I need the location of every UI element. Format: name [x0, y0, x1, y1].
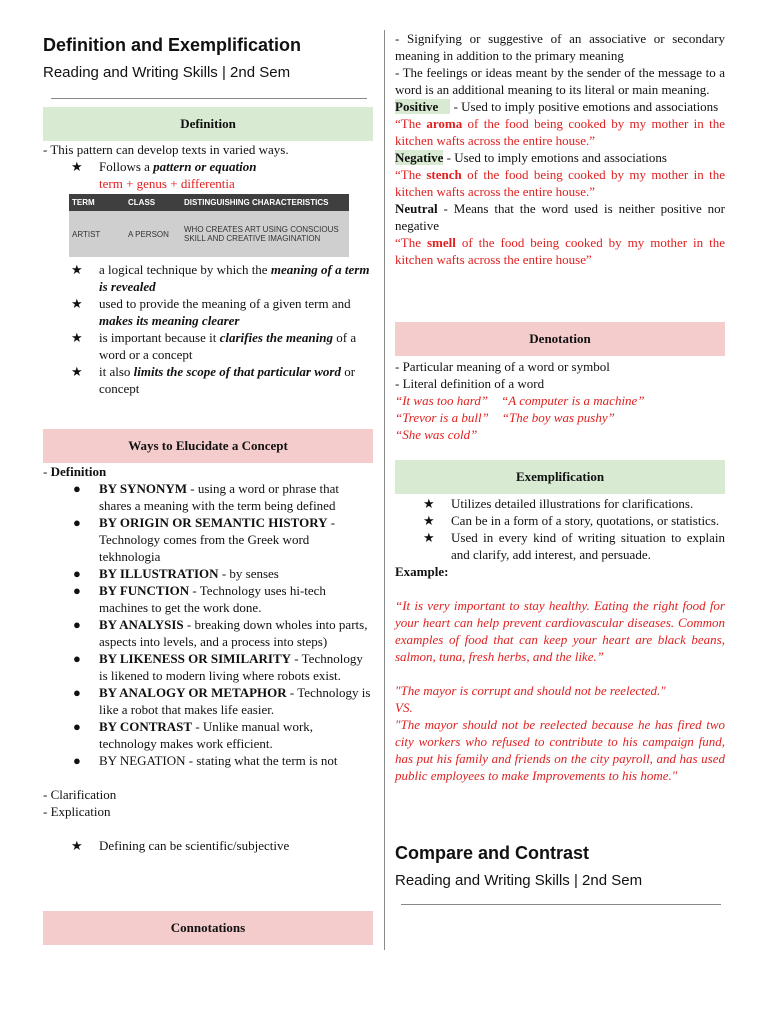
list-item: ★ Defining can be scientific/subjective [43, 837, 373, 854]
bullet-icon: ● [73, 481, 81, 496]
list-item: ● BY ILLUSTRATION - by senses [43, 565, 373, 582]
list-item: ★ a logical technique by which the meaning of a term is revealed [43, 261, 373, 295]
negative-label: Negative [395, 150, 444, 165]
positive-label: Positive [395, 99, 450, 114]
denotation-example: “A computer is a machine” [501, 393, 645, 408]
ways-definition-label: Definition [50, 464, 107, 479]
star-icon: ★ [71, 838, 83, 853]
neutral-example: “The smell of the food being cooked by my mother in the kitchen wafts across the entire house” [395, 235, 726, 267]
connotations-section: - Signifying or suggestive of an associative or secondary meaning in addition to the primary meaning - The feelings or ideas meant by the sender of the message to a word is an additional meaning to its literal or main meaning. Positive - Used to imply positive emotions and associations “The aroma of the food being cooked by my mother in the kitchen wafts across the entire house.” Negative - Used to imply emotions and associations “The stench of the food being cooked by my mother in the kitchen wafts across the entire house.” Neutral - Means that the word used is neither positive nor negative “The smell of the food being cooked by my mother in the kitchen wafts across the entire house” [395, 31, 726, 267]
bullet-icon: ● [73, 515, 81, 530]
list-item: ● BY NEGATION - stating what the term is not [43, 752, 373, 769]
bullet-icon: ● [73, 685, 81, 700]
connotations-heading: Connotations [43, 911, 373, 945]
example-label: Example: [395, 564, 449, 579]
star-icon: ★ [71, 364, 83, 379]
star-icon: ★ [71, 159, 83, 174]
ways-section: - Definition ● BY SYNONYM - using a word or phrase that shares a meaning with the term being defined ● BY ORIGIN OR SEMANTIC HISTORY - Technology comes from the Greek word tekhnologia ● BY ILLUSTRATION - by senses ● BY FUNCTION - Technology uses hi-tech machines to get the work done. ● BY ANALYSIS - breaking down wholes into parts, aspects into levels, and a process into steps) ● BY LIKENESS OR SIMILARITY - Technology is likened to modern living where robots exist. ● BY ANALOGY OR METAPHOR - Technology is like a robot that makes life easier. ● BY CONTRAST - Unlike manual work, technology makes work efficient. ● BY NEGATION - stating what the term is not - Clarification - Explication ★ Defining can be scientific/subjective [43, 463, 373, 854]
denotation-example: “It was too hard” [395, 393, 489, 408]
next-section-subtitle: Reading and Writing Skills | 2nd Sem [395, 872, 643, 889]
connotation-line: - Signifying or suggestive of an associative or secondary meaning in addition to the primary meaning [395, 31, 725, 63]
list-item: ★ is important because it clarifies the meaning of a word or a concept [43, 329, 373, 363]
definition-intro: - This pattern can develop texts in varied ways. [43, 142, 289, 157]
list-item: ● BY ORIGIN OR SEMANTIC HISTORY - Technology comes from the Greek word tekhnologia [43, 514, 373, 565]
clarification: - Clarification [43, 787, 117, 802]
bullet-icon: ● [73, 719, 81, 734]
exemplification-heading: Exemplification [395, 460, 725, 494]
column-divider [384, 30, 385, 950]
next-section-title: Compare and Contrast [395, 843, 590, 863]
list-item: ★ used to provide the meaning of a given term and makes its meaning clearer [43, 295, 373, 329]
denotation-example: “Trevor is a bull” [395, 410, 489, 425]
list-item: ● BY FUNCTION - Technology uses hi-tech machines to get the work done. [43, 582, 373, 616]
denotation-line: - Literal definition of a word [395, 376, 545, 391]
exemplification-section [395, 495, 725, 784]
denotation-heading: Denotation [395, 322, 725, 356]
explication: - Explication [43, 804, 111, 819]
denotation-section [395, 358, 725, 443]
definition-heading: Definition [43, 107, 373, 141]
definition-table: TERM CLASS DISTINGUISHING CHARACTERISTICS ARTIST A PERSON WHO CREATES ART USING CONSCIOUS SKILL AND CREATIVE IMAGINATION [69, 194, 349, 257]
list-item: ● BY ANALYSIS - breaking down wholes into parts, aspects into levels, and a process into steps) [43, 616, 373, 650]
denotation-example: “The boy was pushy” [501, 410, 615, 425]
neutral-label: Neutral [395, 201, 438, 216]
ways-heading: Ways to Elucidate a Concept [43, 429, 373, 463]
negative-example: “The stench of the food being cooked by my mother in the kitchen wafts across the entire house.” [395, 167, 726, 199]
positive-example: “The aroma of the food being cooked by my mother in the kitchen wafts across the entire house.” [395, 116, 726, 148]
list-item: ● BY SYNONYM - using a word or phrase that shares a meaning with the term being defined [43, 480, 373, 514]
versus-label: VS. [395, 700, 413, 715]
page-subtitle: Reading and Writing Skills | 2nd Sem [43, 64, 291, 81]
star-icon: ★ [71, 330, 83, 345]
connotation-line: - The feelings or ideas meant by the sender of the message to a word is an additional meaning to its literal or main meaning. [395, 65, 725, 97]
page-title: Definition and Exemplification [43, 35, 302, 55]
star-icon: ★ [71, 296, 83, 311]
bullet-icon: ● [73, 617, 81, 632]
example-quote: “It is very important to stay healthy. Eating the right food for your heart can help prevent cardiovascular diseases. Common examples of food that can keep your heart are black beans, salmon, tuna, fresh herbs, and the like.” [395, 598, 725, 664]
star-icon: ★ [423, 513, 435, 528]
title-rule [51, 98, 367, 99]
list-item: ★ Used in every kind of writing situation to explain and clarify, add interest, and persuade. [395, 529, 725, 563]
example-quote: "The mayor should not be reelected because he has fired two city workers who refused to contribute to his campaign fund, has put his family and friends on the city payroll, and has used public employees to make Improvements to his home." [395, 717, 725, 783]
star-icon: ★ [71, 262, 83, 277]
list-item: ● BY LIKENESS OR SIMILARITY - Technology is likened to modern living where robots exist. [43, 650, 373, 684]
bullet-icon: ● [73, 583, 81, 598]
list-item: ★ Can be in a form of a story, quotations, or statistics. [395, 512, 725, 529]
list-item: ● BY ANALOGY OR METAPHOR - Technology is like a robot that makes life easier. [43, 684, 373, 718]
denotation-line: - Particular meaning of a word or symbol [395, 359, 610, 374]
star-icon: ★ [423, 530, 435, 545]
list-item: ★ Utilizes detailed illustrations for clarifications. [395, 495, 725, 512]
definition-section [43, 141, 373, 397]
bullet-icon: ● [73, 651, 81, 666]
list-item: ★ it also limits the scope of that particular word or concept [43, 363, 373, 397]
bullet-icon: ● [73, 753, 81, 768]
list-item: ★ Follows a pattern or equation term + genus + differentia [43, 158, 373, 192]
example-quote: "The mayor is corrupt and should not be reelected." [395, 683, 666, 698]
bullet-icon: ● [73, 566, 81, 581]
list-item: ● BY CONTRAST - Unlike manual work, technology makes work efficient. [43, 718, 373, 752]
footer-rule [401, 904, 721, 905]
denotation-example: “She was cold” [395, 427, 478, 442]
definition-formula: term + genus + differentia [99, 176, 235, 191]
star-icon: ★ [423, 496, 435, 511]
